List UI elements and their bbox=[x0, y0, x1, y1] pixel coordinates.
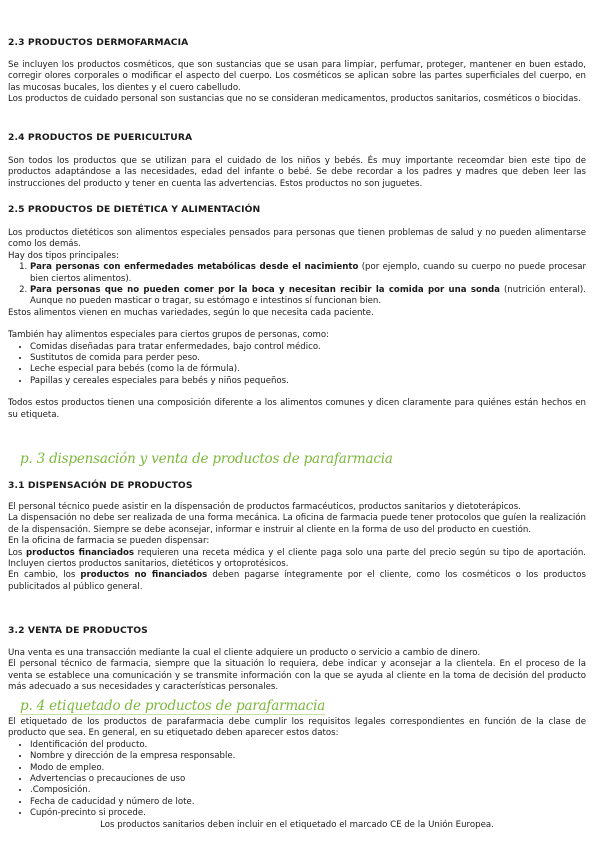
section-2-3-body bbox=[8, 60, 586, 106]
paragraph: Se incluyen los productos cosméticos, que son sustancias que se usan para limpiar, perfumar, proteger, mantener en buen estado, corregir olores corporales o modificar el aspecto del cuerpo. Los cosméticos se aplican sobre las partes superficiales del cuerpo, en las mucosas bucales, los dientes y el cuero cabelludo. bbox=[8, 60, 586, 93]
paragraph: El etiquetado de los productos de parafarmacia debe cumplir los requisitos legales correspondientes en función de la clase de producto que sea. En general, en su etiquetado deben aparecer estos datos: bbox=[8, 717, 586, 739]
section-4-body bbox=[8, 717, 586, 831]
list-item: • Nombre y dirección de la empresa responsable. bbox=[30, 751, 586, 762]
text-run: Los bbox=[8, 547, 26, 558]
paragraph: Una venta es una transacción mediante la cual el cliente adquiere un producto o servicio a cambio de dinero. bbox=[8, 648, 481, 658]
numbered-list bbox=[8, 262, 586, 308]
list-item-text: (por ejemplo, cuando su cuerpo no puede procesar bien ciertos alimentos). bbox=[30, 262, 587, 284]
section-2-4-body bbox=[8, 156, 586, 190]
bullet-list bbox=[8, 342, 586, 388]
paragraph: Son todos los productos que se utilizan para el cuidado de los niños y bebés. És muy importante receomdar bien este tipo de productos adaptándose a las necesidades, edad del infante o bebé. Se debe recordar a los padres y madres que deben leer las instrucciones del producto y tener en cuenta las advertencias. Estos productos no son juguetes. bbox=[8, 156, 586, 189]
heading-3-1: 3.1 DISPENSACIÓN DE PRODUCTOS bbox=[8, 480, 193, 491]
paragraph bbox=[8, 570, 586, 593]
list-item: • Leche especial para bebés (como la de fórmula). bbox=[30, 364, 586, 375]
paragraph: La dispensación no debe ser realizada de una forma mecánica. La oficina de farmacia puede tener protocolos que guíen la realización de la dispensación. Siempre se debe aconsejar, informar e instruir al cliente en la forma de uso del producto en cuestión. bbox=[8, 513, 586, 535]
text-run: deben pagarse íntegramente por el cliente, como los cosméticos o los productos publicitados al público general. bbox=[8, 570, 586, 592]
paragraph: Los productos dietéticos son alimentos especiales pensados para personas que tienen problemas de salud y no pueden alimentarse como los demás. bbox=[8, 228, 586, 250]
paragraph: Los productos sanitarios deben incluir en el etiquetado el marcado CE de la Unión Europea. bbox=[100, 819, 494, 830]
paragraph bbox=[8, 548, 586, 571]
list-item: • Fecha de caducidad y número de lote. bbox=[30, 797, 586, 808]
section-3-1-body bbox=[8, 502, 586, 593]
section-3-2-body bbox=[8, 648, 586, 694]
paragraph: En la oficina de farmacia se pueden dispensar: bbox=[8, 536, 210, 547]
heading-3-2: 3.2 VENTA DE PRODUCTOS bbox=[8, 625, 148, 636]
paragraph: El personal técnico puede asistir en la dispensación de productos farmacéuticos, productos sanitarios y dietoterápicos. bbox=[8, 502, 521, 512]
list-item: • .Composición. bbox=[30, 785, 586, 796]
paragraph: El personal técnico de farmacia, siempre que la situación lo requiera, debe indicar y aconsejar a la clientela. En el proceso de la venta se establece una comunicación y se transmite información con la que se ayuda al cliente en la toma de decisión del producto más adecuado a sus necesidades y características personales. bbox=[8, 659, 586, 693]
list-item: • Cupón-precinto si procede. bbox=[30, 808, 586, 819]
list-item: • Modo de empleo. bbox=[30, 763, 586, 774]
list-item: • Identificación del producto. bbox=[30, 740, 586, 751]
text-run: En cambio, los bbox=[8, 570, 81, 581]
text-run-bold: productos no financiados bbox=[80, 570, 208, 581]
list-item-bold: Para personas que no pueden comer por la boca y necesitan recibir la comida por una sonda bbox=[30, 285, 500, 296]
heading-2-5: 2.5 PRODUCTOS DE DIETÉTICA Y ALIMENTACIÓN bbox=[8, 204, 261, 215]
heading-2-4: 2.4 PRODUCTOS DE PUERICULTURA bbox=[8, 132, 193, 143]
section-heading-4: p. 4 etiquetado de productos de parafarmacia bbox=[20, 698, 326, 714]
list-item-bold: Para personas con enfermedades metabólicas desde el nacimiento bbox=[30, 262, 359, 273]
paragraph: Estos alimentos vienen en muchas variedades, según lo que necesita cada paciente. bbox=[8, 307, 374, 318]
text-run-bold: productos financiados bbox=[25, 547, 135, 558]
list-item: • Papillas y cereales especiales para bebés y niños pequeños. bbox=[30, 376, 586, 387]
paragraph: Todos estos productos tienen una composición diferente a los alimentos comunes y dicen claramente para quiénes están hechos en su etiqueta. bbox=[8, 398, 586, 420]
text-run: requieren una receta médica y el cliente paga solo una parte del precio según su tipo de aportación. Incluyen ciertos productos sanitarios, dietéticos y ortoprotésicos. bbox=[8, 547, 586, 570]
list-item bbox=[30, 285, 586, 308]
paragraph: Los productos de cuidado personal son sustancias que no se consideran medicamentos, productos sanitarios, cosméticos o biocidas. bbox=[8, 94, 581, 105]
paragraph: También hay alimentos especiales para ciertos grupos de personas, como: bbox=[8, 330, 330, 341]
list-item-text: (nutrición enteral). Aunque no pueden masticar o tragar, su estómago e intestinos sí funcionan bien. bbox=[30, 285, 586, 307]
list-item: • Advertencias o precauciones de uso bbox=[30, 774, 586, 785]
bullet-list bbox=[8, 740, 586, 820]
list-item bbox=[30, 262, 586, 285]
heading-2-3: 2.3 PRODUCTOS DERMOFARMACIA bbox=[8, 37, 189, 48]
section-heading-3: p. 3 dispensación y venta de productos de parafarmacia bbox=[20, 451, 393, 467]
section-2-5-body bbox=[8, 228, 586, 421]
list-item: • Comidas diseñadas para tratar enfermedades, bajo control médico. bbox=[30, 342, 586, 353]
list-item: • Sustitutos de comida para perder peso. bbox=[30, 353, 586, 364]
paragraph: Hay dos tipos principales: bbox=[8, 250, 119, 261]
